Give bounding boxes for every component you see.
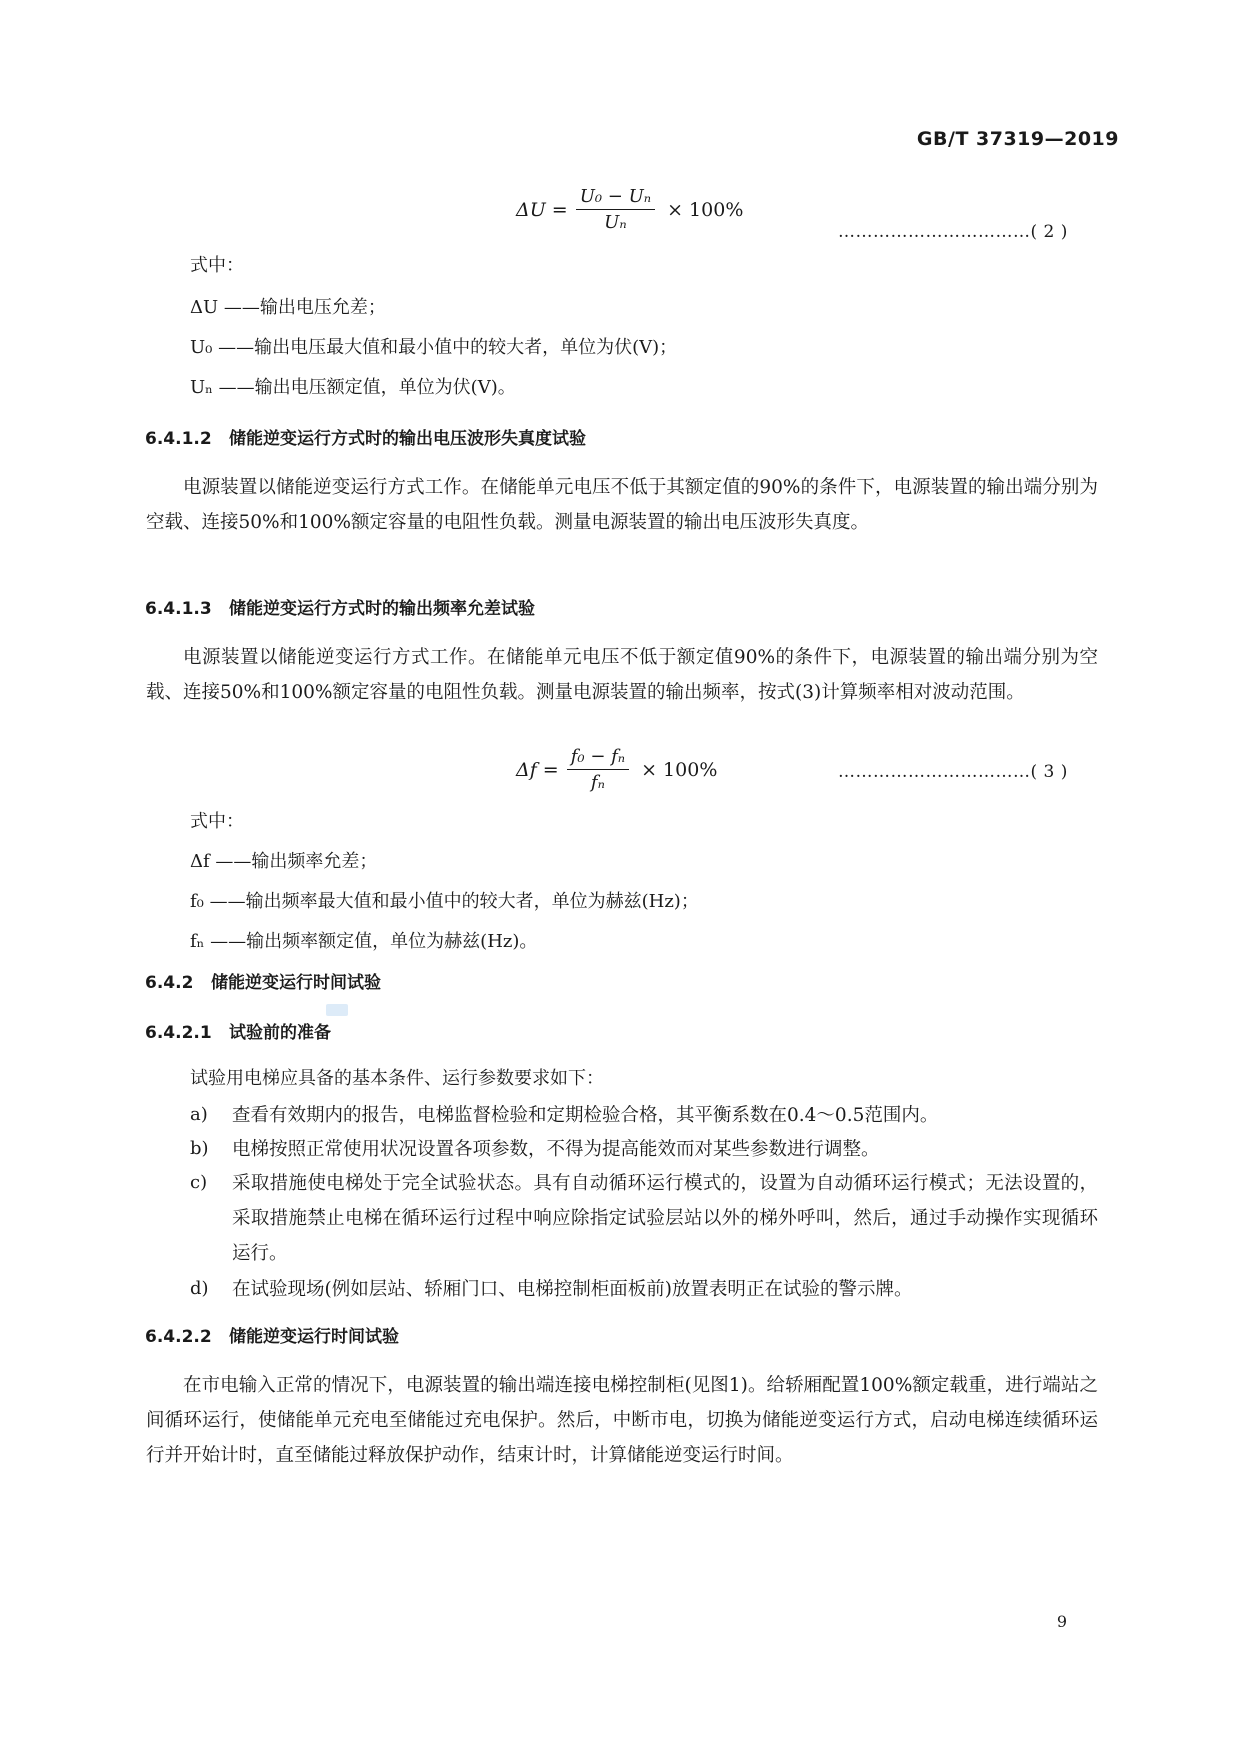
list-mark: a)	[190, 1104, 208, 1125]
list-item: 在试验现场(例如层站、轿厢门口、电梯控制柜面板前)放置表明正在试验的警示牌。	[232, 1279, 913, 1300]
formula-3-leader	[838, 762, 1068, 782]
equation-number: ( 2 )	[1030, 222, 1068, 242]
watermark-mark	[326, 1004, 348, 1016]
section-title: 储能逆变运行时间试验	[211, 973, 381, 993]
where-item: U₀ ——输出电压最大值和最小值中的较大者，单位为伏(V)；	[190, 337, 678, 358]
formula-3-denominator: fₙ	[590, 772, 605, 793]
formula-2-leader	[838, 222, 1068, 242]
where-title: 式中：	[190, 255, 244, 276]
section-heading	[145, 968, 381, 993]
formula-3-tail: × 100%	[641, 758, 718, 781]
page-number: 9	[1056, 1612, 1067, 1631]
formula-3-fraction	[567, 746, 629, 793]
paragraph: 电源装置以储能逆变运行方式工作。在储能单元电压不低于其额定值的90%的条件下，电源装置的输出端分别为空载、连接50%和100%额定容量的电阻性负载。测量电源装置的输出电压波形失真度。	[146, 477, 1098, 533]
formula-3	[516, 746, 717, 793]
where-item: f₀ ——输出频率最大值和最小值中的较大者，单位为赫兹(Hz)；	[190, 891, 699, 912]
paragraph: 电源装置以储能逆变运行方式工作。在储能单元电压不低于额定值90%的条件下，电源装置的输出端分别为空载、连接50%和100%额定容量的电阻性负载。测量电源装置的输出频率，按式(3)计算频率相对波动范围。	[146, 647, 1098, 703]
section-heading	[145, 1322, 399, 1347]
formula-3-lhs: Δf =	[516, 758, 559, 781]
section-title: 储能逆变运行时间试验	[229, 1327, 399, 1347]
where-item: Δf ——输出频率允差；	[190, 851, 378, 872]
list-mark: c)	[190, 1172, 208, 1193]
equation-number: ( 3 )	[1030, 762, 1068, 782]
formula-2	[516, 186, 743, 233]
section-number: 6.4.1.2	[145, 429, 212, 449]
where-item: ΔU ——输出电压允差；	[190, 297, 386, 318]
section-title: 储能逆变运行方式时的输出频率允差试验	[229, 599, 535, 619]
formula-2-numerator: U₀ − Uₙ	[579, 186, 652, 207]
section-number: 6.4.2.2	[145, 1327, 212, 1347]
list-item: 查看有效期内的报告，电梯监督检验和定期检验合格，其平衡系数在0.4～0.5范围内。	[232, 1105, 939, 1126]
list-mark: d)	[190, 1278, 209, 1299]
leader-dots: ……………………………	[838, 762, 1031, 782]
section-heading	[145, 424, 586, 449]
list-intro: 试验用电梯应具备的基本条件、运行参数要求如下：	[190, 1068, 604, 1089]
section-heading	[145, 1018, 331, 1043]
section-number: 6.4.2.1	[145, 1023, 212, 1043]
section-number: 6.4.1.3	[145, 599, 212, 619]
section-number: 6.4.2	[145, 973, 194, 993]
section-heading	[145, 594, 535, 619]
list-item: 采取措施使电梯处于完全试验状态。具有自动循环运行模式的，设置为自动循环运行模式；无法设置的，采取措施禁止电梯在循环运行过程中响应除指定试验层站以外的梯外呼叫，然后，通过手动操作实现循环运行。	[232, 1173, 1098, 1264]
formula-2-fraction	[576, 186, 655, 233]
formula-2-lhs: ΔU =	[516, 198, 568, 221]
formula-3-numerator: f₀ − fₙ	[570, 746, 626, 767]
formula-2-tail: × 100%	[667, 198, 744, 221]
list-item: 电梯按照正常使用状况设置各项参数，不得为提高能效而对某些参数进行调整。	[232, 1139, 880, 1160]
list-mark: b)	[190, 1138, 209, 1159]
paragraph: 在市电输入正常的情况下，电源装置的输出端连接电梯控制柜(见图1)。给轿厢配置100%额定载重，进行端站之间循环运行，使储能单元充电至储能过充电保护。然后，中断市电，切换为储能逆变运行方式，启动电梯连续循环运行并开始计时，直至储能过释放保护动作，结束计时，计算储能逆变运行时间。	[146, 1375, 1098, 1466]
section-title: 试验前的准备	[229, 1023, 331, 1043]
where-item: Uₙ ——输出电压额定值，单位为伏(V)。	[190, 377, 516, 398]
where-title: 式中：	[190, 811, 244, 832]
section-title: 储能逆变运行方式时的输出电压波形失真度试验	[229, 429, 586, 449]
leader-dots: ……………………………	[838, 222, 1031, 242]
formula-2-denominator: Uₙ	[604, 212, 627, 233]
where-item: fₙ ——输出频率额定值，单位为赫兹(Hz)。	[190, 931, 538, 952]
standard-number: GB/T 37319—2019	[916, 128, 1119, 150]
